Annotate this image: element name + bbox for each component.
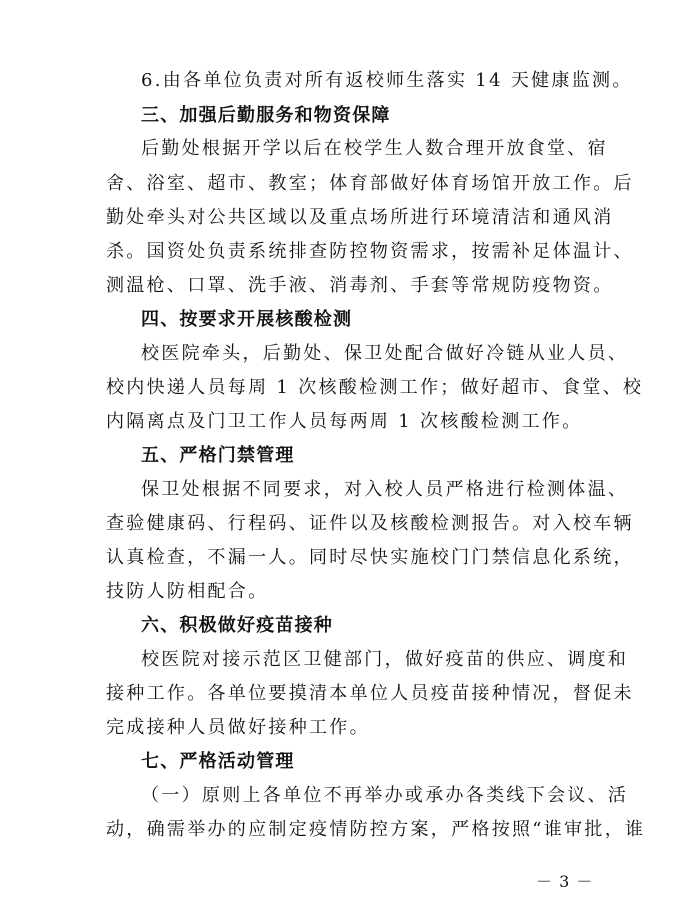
paragraph-line: 动，确需举办的应制定疫情防控方案，严格按照“谁审批，谁 [106, 819, 646, 840]
section-heading-5: 五、严格门禁管理 [141, 445, 295, 466]
paragraph-line: 舍、浴室、超市、教室；体育部做好体育场馆开放工作。后 [106, 173, 634, 194]
page-number: － 3 － [536, 872, 594, 891]
paragraph-line: 完成接种人员做好接种工作。 [106, 717, 370, 738]
paragraph-line: 接种工作。各单位要摸清本单位人员疫苗接种情况，督促未 [106, 683, 634, 704]
paragraph-line: 校内快递人员每周 1 次核酸检测工作；做好超市、食堂、校 [106, 377, 644, 398]
paragraph-line: 技防人防相配合。 [106, 581, 269, 602]
paragraph-line: 杀。国资处负责系统排查防控物资需求，按需补足体温计、 [106, 241, 634, 262]
paragraph-line: 测温枪、口罩、洗手液、消毒剂、手套等常规防疫物资。 [106, 275, 614, 296]
paragraph-line: 勤处牵头对公共区域以及重点场所进行环境清洁和通风消 [106, 207, 614, 228]
section-heading-4: 四、按要求开展核酸检测 [141, 309, 353, 330]
paragraph-line: 查验健康码、行程码、证件以及核酸检测报告。对入校车辆 [106, 513, 634, 534]
section-heading-7: 七、严格活动管理 [141, 751, 295, 772]
paragraph-line: 6.由各单位负责对所有返校师生落实 14 天健康监测。 [141, 70, 633, 91]
section-heading-6: 六、积极做好疫苗接种 [141, 615, 333, 636]
paragraph-line: 校医院对接示范区卫健部门，做好疫苗的供应、调度和 [141, 649, 629, 670]
paragraph-line: （一）原则上各单位不再举办或承办各类线下会议、活 [141, 785, 629, 806]
paragraph-line: 后勤处根据开学以后在校学生人数合理开放食堂、宿 [141, 138, 608, 159]
section-heading-3: 三、加强后勤服务和物资保障 [141, 105, 391, 126]
paragraph-line: 保卫处根据不同要求，对入校人员严格进行检测体温、 [141, 479, 629, 500]
paragraph-line: 校医院牵头，后勤处、保卫处配合做好冷链从业人员、 [141, 343, 629, 364]
paragraph-line: 认真检查，不漏一人。同时尽快实施校门门禁信息化系统， [106, 547, 634, 568]
paragraph-line: 内隔离点及门卫工作人员每两周 1 次核酸检测工作。 [106, 411, 583, 432]
